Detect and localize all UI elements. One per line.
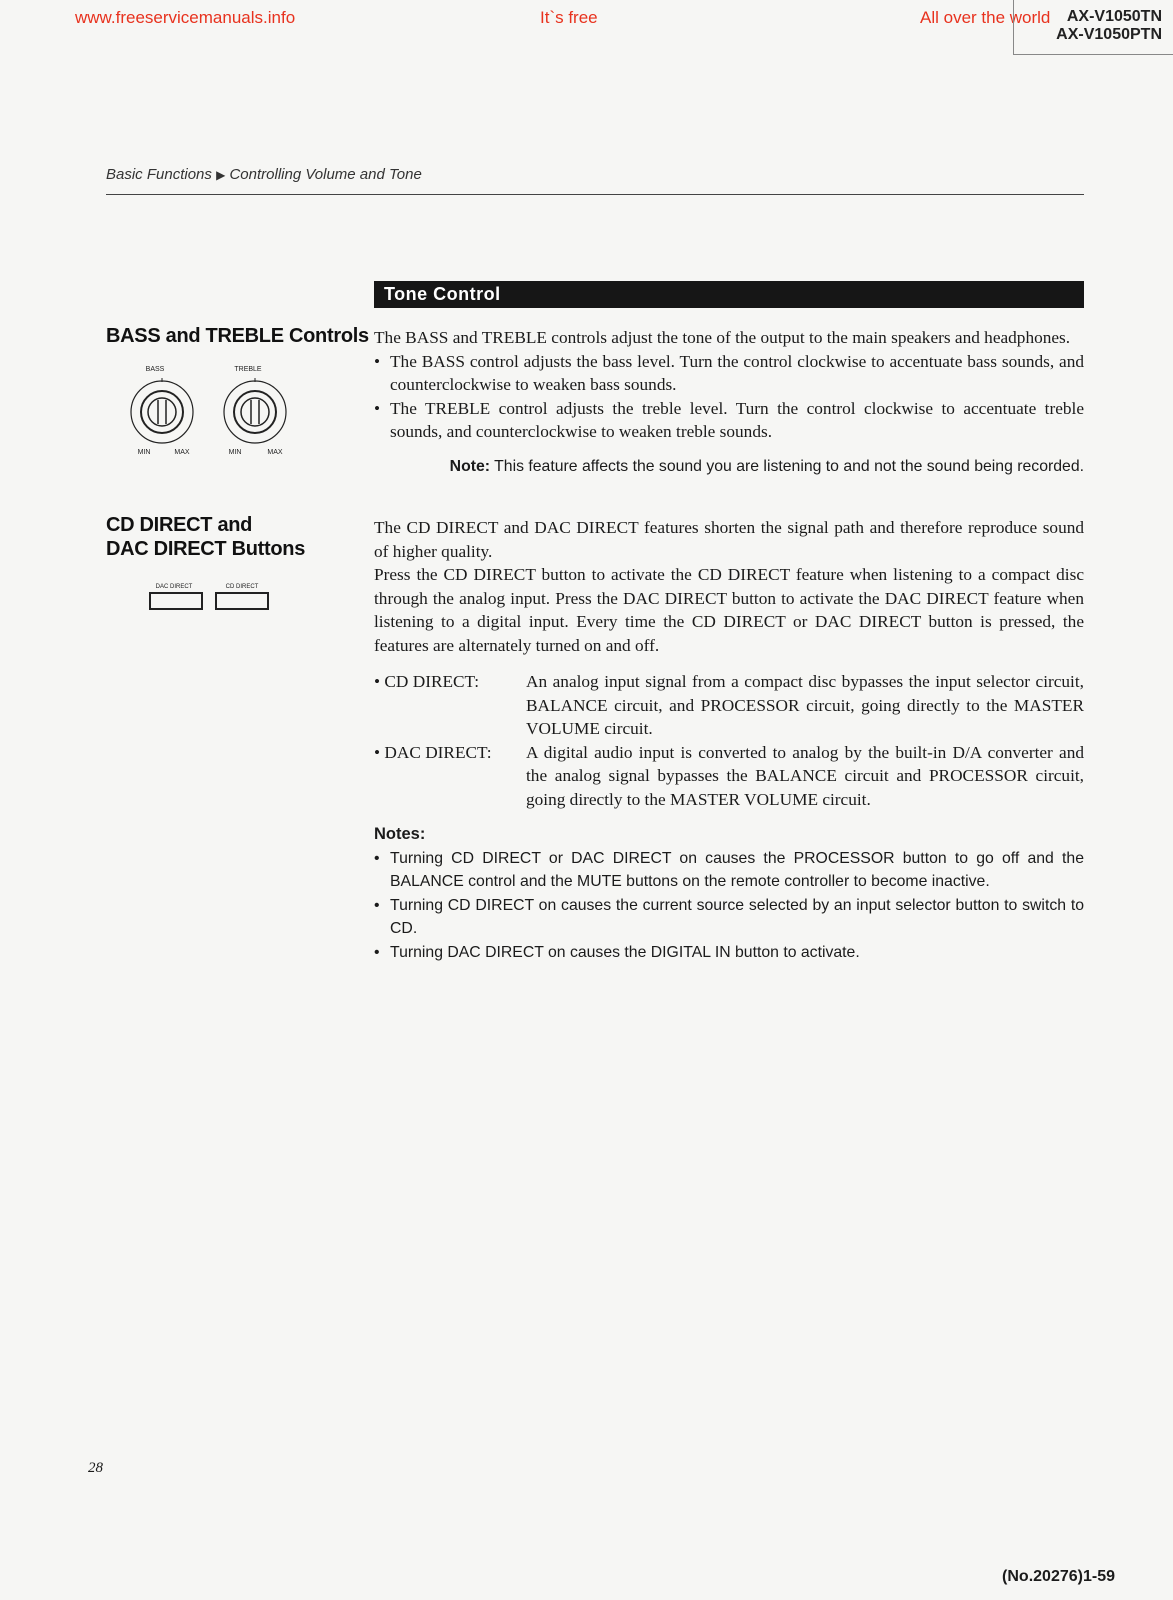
dac-direct-button-icon bbox=[150, 593, 202, 609]
breadcrumb-arrow-icon: ▶ bbox=[216, 168, 226, 182]
bass-treble-note bbox=[374, 455, 1084, 479]
direct-para-1: The CD DIRECT and DAC DIRECT features shorten the signal path and therefore reproduce sound of higher quality. bbox=[374, 518, 1084, 561]
list-item: • The TREBLE control adjusts the treble level. Turn the control clockwise to accentuate treble sounds, and counterclockwise to weaken treble sounds. bbox=[374, 397, 1084, 444]
direct-body bbox=[374, 516, 1084, 964]
model-number-2: AX-V1050PTN bbox=[1056, 26, 1162, 43]
bullet-icon: • bbox=[374, 351, 381, 371]
list-item: • Turning CD DIRECT on causes the current source selected by an input selector button to switch to CD. bbox=[374, 894, 1084, 941]
bass-min-label: MIN bbox=[137, 449, 151, 456]
direct-buttons-figure bbox=[146, 580, 276, 614]
direct-heading bbox=[106, 513, 305, 561]
list-item: • Turning DAC DIRECT on causes the DIGITAL IN button to activate. bbox=[374, 941, 1084, 965]
tone-knobs-figure bbox=[130, 360, 290, 460]
breadcrumb-section: Basic Functions bbox=[106, 166, 212, 183]
watermark-left: www.freeservicemanuals.info bbox=[75, 8, 296, 27]
treble-max-label: MAX bbox=[267, 449, 283, 456]
treble-knob-label: TREBLE bbox=[234, 366, 262, 373]
bass-knob-label: BASS bbox=[145, 366, 165, 373]
direct-heading-line2: DAC DIRECT Buttons bbox=[106, 538, 306, 560]
bullet-icon: • bbox=[374, 849, 380, 867]
treble-min-label: MIN bbox=[228, 449, 242, 456]
direct-notes bbox=[374, 823, 1084, 964]
note-label: Note: bbox=[449, 457, 491, 475]
definition-desc: An analog input signal from a compact disc bypasses the input selector circuit, BALANCE circuit, and PROCESSOR circuit, going directly to the MASTER VOLUME circuit. bbox=[526, 672, 1084, 738]
document-number: (No.20276)1-59 bbox=[1002, 1568, 1115, 1585]
bullet-icon: • bbox=[374, 943, 380, 961]
dac-direct-label: DAC DIRECT bbox=[155, 584, 193, 590]
bullet-icon: • bbox=[374, 896, 380, 914]
definition-term: CD DIRECT: bbox=[384, 672, 480, 691]
definition-term: DAC DIRECT: bbox=[384, 742, 492, 762]
definition-item bbox=[374, 741, 1084, 812]
bullet-icon: • bbox=[374, 672, 381, 691]
model-box bbox=[1013, 0, 1173, 55]
definition-desc: A digital audio input is converted to analog by the built-in D/A converter and the analog signal bypasses the BALANCE circuit and PROCESSOR circuit, going directly to the MASTER VOLUME circuit. bbox=[526, 742, 1084, 809]
section-title-bar: Tone Control bbox=[374, 281, 1084, 308]
list-item: • The BASS control adjusts the bass level. Turn the control clockwise to accentuate bass sounds, and counterclockwise to weaken bass sounds. bbox=[374, 350, 1084, 397]
breadcrumb-topic: Controlling Volume and Tone bbox=[229, 166, 422, 183]
bass-max-label: MAX bbox=[174, 449, 190, 456]
bass-treble-heading: BASS and TREBLE Controls bbox=[106, 325, 369, 347]
cd-direct-button-icon bbox=[216, 593, 268, 609]
note-text: This feature affects the sound you are listening to and not the sound being recorded. bbox=[494, 457, 1084, 475]
direct-definitions bbox=[374, 670, 1084, 811]
breadcrumb bbox=[106, 166, 422, 183]
bass-treble-intro: The BASS and TREBLE controls adjust the tone of the output to the main speakers and headphones. bbox=[374, 328, 1071, 347]
definition-item bbox=[374, 670, 1084, 741]
watermark-center: It`s free bbox=[540, 8, 598, 27]
notes-label: Notes: bbox=[374, 825, 426, 843]
bullet-icon: • bbox=[374, 398, 381, 418]
direct-para-2: Press the CD DIRECT button to activate the CD DIRECT feature when listening to a compact disc through the analog input. Press the DAC DIRECT button to activate the DAC DIRECT feature when listening to a digital input. Every time the CD DIRECT or DAC DIRECT button is pressed, the features are alternately turned on and off. bbox=[374, 565, 1084, 655]
treble-knob-icon bbox=[224, 378, 286, 443]
header-rule bbox=[106, 194, 1084, 195]
list-item: • Turning CD DIRECT or DAC DIRECT on causes the PROCESSOR button to go off and the BALANCE control and the MUTE buttons on the remote controller to become inactive. bbox=[374, 847, 1084, 894]
bullet-icon: • bbox=[374, 742, 381, 762]
model-number-1: AX-V1050TN bbox=[1066, 8, 1162, 25]
bass-treble-body bbox=[374, 326, 1084, 478]
bass-knob-icon bbox=[131, 378, 193, 443]
cd-direct-label: CD DIRECT bbox=[225, 584, 259, 590]
direct-heading-line1: CD DIRECT and bbox=[106, 514, 253, 536]
watermark-right: All over the world bbox=[920, 8, 1051, 27]
page-number: 28 bbox=[88, 1460, 103, 1476]
